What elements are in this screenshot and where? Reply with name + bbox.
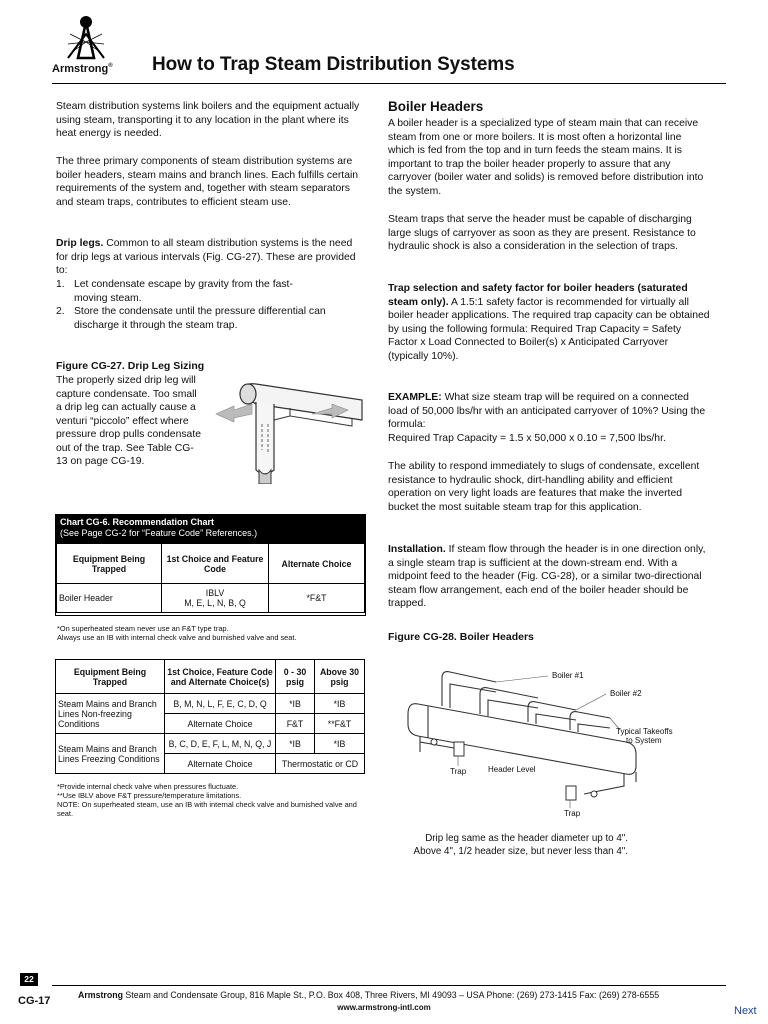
- trap-selection-text: A 1.5:1 safety factor is recommended for virtually all boiler header applications. The required trap capacity can be obtained by using the following formula: Required Trap Capacity = Safety Factor x Load Connected to Boiler(s) x Anticipated Carryover (typically 10%).: [388, 296, 710, 362]
- carryover-paragraph: Steam traps that serve the header must be capable of discharging large slugs of carryover as soon as they are present. Resistance to hydraulic shock is also a consideration in the selection of traps.: [388, 214, 696, 252]
- example-formula: Required Trap Capacity = 1.5 x 50,000 x 0.10 = 7,500 lbs/hr.: [388, 432, 666, 444]
- table-cell: F&T: [276, 714, 315, 734]
- table-cell: Alternate Choice: [165, 714, 276, 734]
- table-cell: Thermostatic or CD: [276, 754, 365, 774]
- figure-27-text: The properly sized drip leg will capture condensate. Too small a drip leg can actually cause a venturi “piccolo” effect where pressure drop pulls condensate out of the trap. See Table CG-13 on page CG-19.: [56, 375, 201, 467]
- page-code: CG-17: [18, 995, 51, 1007]
- label-takeoffs: Typical Takeoffs to System: [616, 727, 673, 745]
- label-trap-left: Trap: [450, 767, 467, 776]
- table-cell: *IB: [276, 734, 315, 754]
- figure-28-title: Figure CG-28. Boiler Headers: [388, 631, 534, 643]
- trap-selection-paragraph: [388, 282, 710, 363]
- column-header: Alternate Choice: [269, 544, 365, 584]
- table-cell: *F&T: [269, 584, 365, 613]
- label-header-level: Header Level: [488, 765, 536, 774]
- table-cell: *IB: [315, 694, 365, 714]
- footer-address-text: Steam and Condensate Group, 816 Maple St., P.O. Box 408, Three Rivers, MI 49093 – USA Phone: (269) 273-1415 Fax: (269) 278-6555: [125, 990, 660, 1000]
- list-item: 2. Store the condensate until the pressure differential can discharge it through the steam trap.: [56, 306, 326, 331]
- drip-leg-diagram: [212, 374, 364, 484]
- page-title: How to Trap Steam Distribution Systems: [152, 54, 515, 75]
- label-boiler-2: Boiler #2: [610, 689, 642, 698]
- trap-selection-lead: Trap selection and safety factor for boiler headers (saturated steam only).: [388, 283, 688, 308]
- recommendation-table: [56, 543, 365, 613]
- table-cell: Steam Mains and Branch Lines Non-freezing Conditions: [56, 694, 165, 734]
- chart-title: Chart CG-6. Recommendation Chart: [60, 517, 215, 527]
- figure-28-caption: Drip leg same as the header diameter up to 4". Above 4", 1/2 header size, but never less than 4".: [413, 833, 628, 857]
- drip-leg-illustration: [212, 374, 364, 484]
- table-cell: IBLV M, E, L, N, B, Q: [162, 584, 269, 613]
- table-row: [56, 734, 365, 754]
- chart-subtitle: (See Page CG-2 for “Feature Code” References.): [60, 528, 258, 538]
- installation-text: If steam flow through the header is in one direction only, a single steam trap is sufficient at the down-stream end. With a midpoint feed to the header (Fig. CG-28), or a similar two-directional steam flow arrangement, each end of the boiler header should be trapped.: [388, 544, 706, 609]
- table-cell: Steam Mains and Branch Lines Freezing Conditions: [56, 734, 165, 774]
- table-cell: *IB: [276, 694, 315, 714]
- table-cell: Boiler Header: [57, 584, 162, 613]
- inverted-bucket-paragraph: The ability to respond immediately to slugs of condensate, excellent resistance to hydraulic shock, dirt-handling ability and efficient operation on very light loads are features that make the inverted bucket the most suitable steam trap for this application.: [388, 461, 700, 513]
- column-header: Above 30 psig: [315, 660, 365, 694]
- column-header: 1st Choice, Feature Code and Alternate Choice(s): [165, 660, 276, 694]
- header-rule: [52, 83, 726, 84]
- table-cell: **F&T: [315, 714, 365, 734]
- steam-mains-table: [55, 659, 365, 774]
- table-row: [57, 584, 365, 613]
- table-cell: Alternate Choice: [165, 754, 276, 774]
- example-paragraph: [388, 391, 710, 445]
- components-paragraph: The three primary components of steam distribution systems are boiler headers, steam mains and branch lines. Each fulfills certain requirements of the system and, together with steam separators and steam traps, contributes to efficient steam use.: [56, 156, 359, 208]
- boiler-header-paragraph: A boiler header is a specialized type of steam main that can receive steam from one or more boilers. It is most often a horizontal line which is fed from the top and in turn feeds the steam mains. It is important to trap the boiler header properly to assure that any carryover (boiler water and solids) is removed before distribution into the system.: [388, 118, 704, 197]
- section-heading: Boiler Headers: [388, 99, 484, 114]
- page-number-badge: 22: [20, 973, 38, 986]
- example-text: What size steam trap will be required on a connected load of 50,000 lbs/hr with an anticipated carryover of 10%? Using the formula:: [388, 392, 706, 430]
- table-cell: B, C, D, E, F, L, M, N, Q, J: [165, 734, 276, 754]
- list-item: 1. Let condensate escape by gravity from the fast-moving steam.: [56, 279, 293, 304]
- table-header-row: [56, 660, 365, 694]
- table-row: [56, 694, 365, 714]
- brand-name: Armstrong®: [52, 63, 113, 75]
- next-page-link[interactable]: Next: [734, 1005, 757, 1017]
- column-header: 0 - 30 psig: [276, 660, 315, 694]
- table-cell: B, M, N, L, F, E, C, D, Q: [165, 694, 276, 714]
- chart-header: [56, 515, 365, 543]
- label-trap-right: Trap: [564, 809, 581, 818]
- boiler-header-diagram: [398, 662, 718, 822]
- label-boiler-1: Boiler #1: [552, 671, 584, 680]
- footer-address: [78, 990, 698, 1000]
- table-notes: *Provide internal check valve when pressures fluctuate. **Use IBLV above F&T pressure/temperature limitations. NOTE: On superheated steam, use an IB with internal check valve and burnished valve and seat.: [57, 782, 357, 818]
- armstrong-logo-mark: [58, 14, 114, 60]
- recommendation-chart-cg6: [55, 514, 366, 616]
- figure-27-title: Figure CG-27. Drip Leg Sizing: [56, 360, 205, 372]
- column-header: Equipment Being Trapped: [56, 660, 165, 694]
- table-cell: *IB: [315, 734, 365, 754]
- example-lead: EXAMPLE:: [388, 392, 442, 403]
- column-header: 1st Choice and Feature Code: [162, 544, 269, 584]
- drip-legs-list: [56, 278, 366, 332]
- armstrong-logo: [58, 14, 114, 60]
- footer-rule: [52, 985, 726, 986]
- table-header-row: [57, 544, 365, 584]
- drip-legs-lead: Drip legs.: [56, 238, 104, 249]
- footer-website: www.armstrong-intl.com: [337, 1003, 431, 1012]
- drip-legs-text: Common to all steam distribution systems is the need for drip legs at various intervals (Fig. CG-27). These are provided to:: [56, 238, 356, 276]
- chart-notes: *On superheated steam never use an F&T type trap. Always use an IB with internal check valve and burnished valve and seat.: [57, 624, 297, 642]
- footer-company: Armstrong: [78, 990, 123, 1000]
- intro-paragraph: Steam distribution systems link boilers and the equipment actually using steam, transporting it to any location in the plant where its heat energy is needed.: [56, 101, 360, 139]
- installation-paragraph: [388, 543, 710, 611]
- installation-lead: Installation.: [388, 544, 446, 555]
- column-header: Equipment Being Trapped: [57, 544, 162, 584]
- drip-legs-paragraph: [56, 237, 366, 278]
